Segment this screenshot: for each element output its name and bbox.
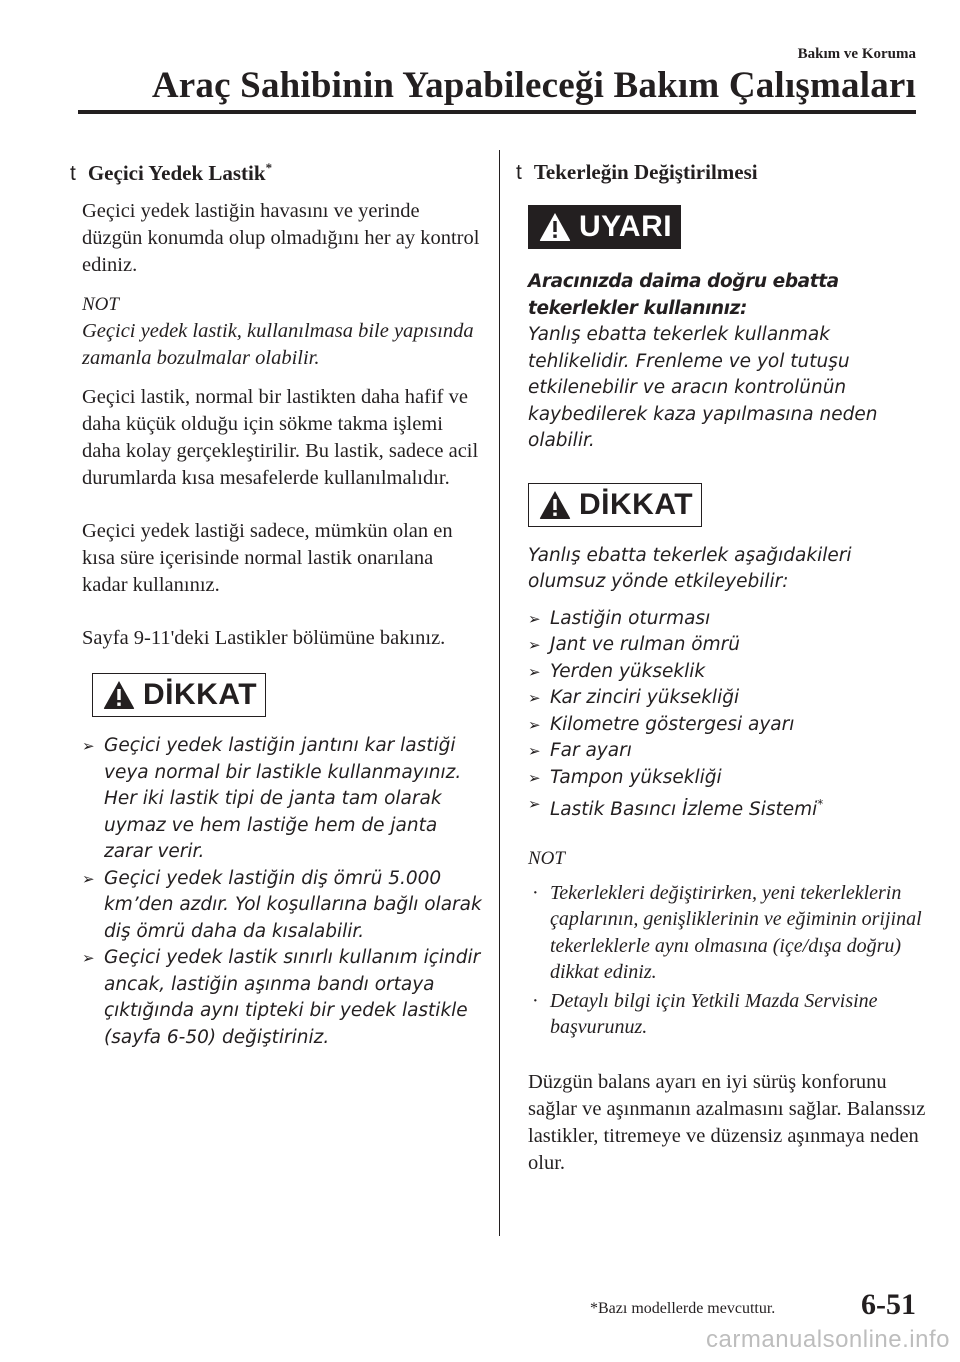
- warning-triangle-icon: [103, 680, 135, 710]
- caution-box: [92, 673, 266, 717]
- list-item: ➢ Yerden yükseklik: [528, 659, 928, 686]
- note-title: NOT: [528, 847, 565, 869]
- warning-box: [528, 205, 681, 249]
- bullet-dot-icon: ·: [532, 989, 539, 1012]
- list-item: ➢ Kar zinciri yüksekliği: [528, 685, 928, 712]
- arrow-right-icon: ➢: [82, 949, 95, 967]
- warning-lead: Aracınızda daima doğru ebatta tekerlekler kullanınız:: [528, 271, 839, 319]
- list-item: ➢ Kilometre göstergesi ayarı: [528, 712, 928, 739]
- list-item: ➢ Tampon yüksekliği: [528, 765, 928, 792]
- warning-body: Yanlış ebatta tekerlek kullanmak tehlikelidir. Frenleme ve yol tutuşu etkilenebilir ve aracın kontrolünün kaybedilerek kaza yapılmasına neden olabilir.: [528, 324, 878, 451]
- paragraph: Düzgün balans ayarı en iyi sürüş konforunu sağlar ve aşınmanın azalmasını sağlar. Balanssız lastikler, titremeye ve düzensiz aşınmaya neden olur.: [528, 1070, 926, 1174]
- warning-label: UYARI: [579, 210, 673, 243]
- arrow-right-icon: ➢: [528, 689, 541, 707]
- caution-box: [528, 483, 702, 527]
- watermark: carmanualsonline.info: [706, 1326, 950, 1353]
- header-rule: [78, 110, 916, 114]
- section-heading-wheel-change: t Tekerleğin Değiştirilmesi: [516, 160, 758, 184]
- list-item: ➢ Geçici yedek lastiğin jantını kar lastiği veya normal bir lastikle kullanmayınız. Her iki lastik tipi de janta tam olarak uymaz ve hem lastiğe hem de janta zarar verir.: [82, 735, 462, 862]
- arrow-right-icon: ➢: [82, 869, 95, 888]
- arrow-right-icon: ➢: [528, 609, 541, 628]
- left-column: [70, 160, 482, 1051]
- note-body: Geçici yedek lastik, kullanılmasa bile yapısında zamanla bozulmalar olabilir.: [82, 320, 474, 369]
- note-item: · Tekerlekleri değiştirirken, yeni tekerleklerin çaplarının, genişliklerinin ve eğiminin orijinal tekerleklerle aynı olmasına (içe/dışa doğru) dikkat ediniz.: [532, 881, 922, 984]
- list-item: ➢ Jant ve rulman ömrü: [528, 632, 928, 659]
- arrow-right-icon: ➢: [82, 737, 95, 755]
- bullet-dot-icon: ·: [532, 881, 539, 904]
- page-number: 6-51: [861, 1288, 916, 1321]
- arrow-right-icon: ➢: [528, 662, 541, 681]
- warning-triangle-icon: [539, 212, 571, 242]
- footnote: *Bazı modellerde mevcuttur.: [590, 1300, 776, 1317]
- availability-mark: *: [265, 160, 273, 175]
- header-subtitle: Bakım ve Koruma: [797, 46, 916, 62]
- paragraph: Geçici yedek lastiğin havasını ve yerinde düzgün konumda olup olmadığını her ay kontrol ediniz.: [82, 200, 480, 276]
- availability-mark: *: [817, 797, 824, 811]
- note-list: [528, 880, 928, 1041]
- warning-triangle-icon: [539, 490, 571, 520]
- list-item: ➢ Lastik Basıncı İzleme Sistemi*: [528, 791, 928, 824]
- section-heading-spare-tire: t Geçici Yedek Lastik*: [70, 160, 273, 185]
- caution-list: [82, 733, 482, 1051]
- caution-list: [528, 606, 928, 824]
- right-column: [516, 160, 928, 1190]
- list-item: ➢ Geçici yedek lastik sınırlı kullanım içindir ancak, lastiğin aşınma bandı ortaya çıktığında aynı tipteki bir yedek lastikle (sayfa 6-50) değiştiriniz.: [82, 947, 481, 1048]
- section-bullet-icon: t: [516, 161, 522, 184]
- list-item: ➢ Far ayarı: [528, 738, 928, 765]
- paragraph: Geçici yedek lastiği sadece, mümkün olan en kısa süre içerisinde normal lastik onarılana kadar kullanınız.: [82, 520, 453, 596]
- arrow-right-icon: ➢: [528, 795, 541, 813]
- paragraph: Geçici lastik, normal bir lastikten daha hafif ve daha küçük olduğu için sökme takma işlemi daha kolay gerçekleştirilir. Bu lastik, sadece acil durumlarda kısa mesafelerde kullanılmalıdır.: [82, 386, 479, 489]
- caution-intro: Yanlış ebatta tekerlek aşağıdakileri olumsuz yönde etkileyebilir:: [528, 544, 852, 592]
- paragraph: Sayfa 9-11'deki Lastikler bölümüne bakınız.: [82, 627, 446, 649]
- note-title: NOT: [82, 294, 119, 315]
- arrow-right-icon: ➢: [528, 742, 541, 760]
- note-item: · Detaylı bilgi için Yetkili Mazda Servisine başvurunuz.: [532, 989, 878, 1039]
- list-item: ➢ Geçici yedek lastiğin diş ömrü 5.000 km’den azdır. Yol koşullarına bağlı olarak diş ömrü daha da kısalabilir.: [82, 867, 482, 942]
- caution-label: DİKKAT: [143, 678, 258, 711]
- arrow-right-icon: ➢: [528, 715, 541, 734]
- page-title: Araç Sahibinin Yapabileceği Bakım Çalışmaları: [151, 65, 916, 106]
- section-bullet-icon: t: [70, 162, 76, 185]
- arrow-right-icon: ➢: [528, 636, 541, 654]
- arrow-right-icon: ➢: [528, 768, 541, 787]
- column-divider: [499, 150, 500, 1236]
- list-item: ➢ Lastiğin oturması: [528, 606, 928, 633]
- caution-label: DİKKAT: [579, 487, 694, 521]
